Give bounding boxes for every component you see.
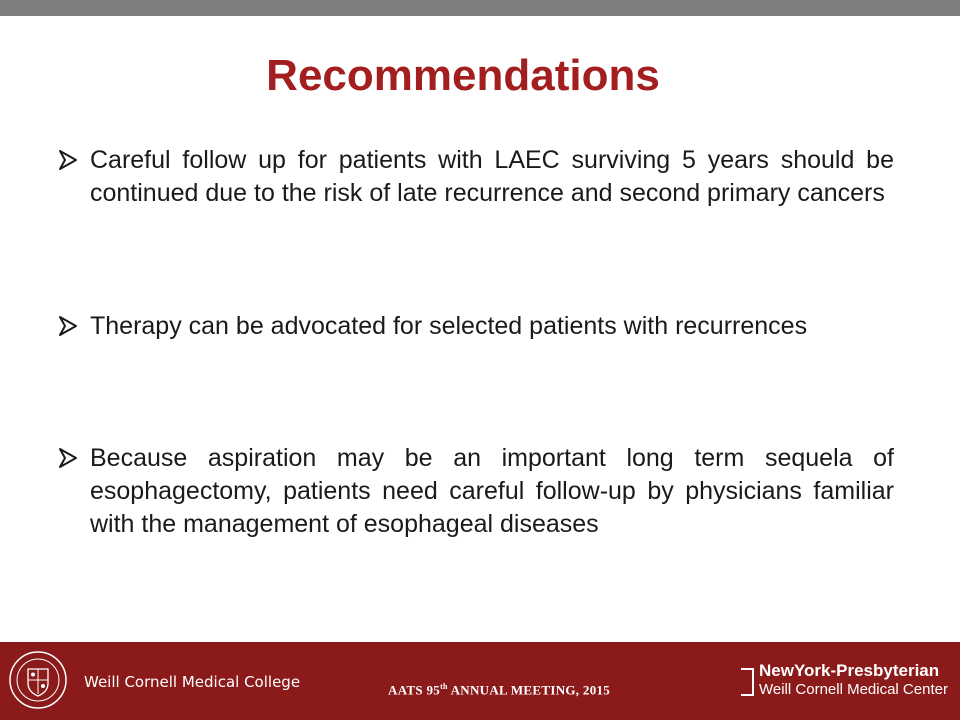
arrow-bullet-icon [58, 447, 78, 469]
bullet-text: Careful follow up for patients with LAEC surviving 5 years should be continued due to the risk of late recurrence and second primary cancers [90, 146, 894, 207]
bullet-item [58, 144, 894, 210]
college-name: Weill Cornell Medical College [84, 673, 301, 691]
arrow-bullet-icon [58, 315, 78, 337]
cornell-seal-icon [8, 650, 68, 710]
bullet-item [58, 310, 894, 343]
bullet-text: Therapy can be advocated for selected patients with recurrences [90, 312, 808, 340]
top-bar [0, 0, 960, 16]
nyp-logo-icon [739, 667, 755, 697]
hospital-subtitle: Weill Cornell Medical Center [759, 681, 948, 698]
arrow-bullet-icon [58, 149, 78, 171]
meeting-label: AATS 95th ANNUAL MEETING, 2015 [388, 682, 611, 698]
footer-bar [0, 642, 960, 720]
hospital-name: NewYork-Presbyterian [759, 661, 940, 680]
bullet-text: Because aspiration may be an important long term sequela of esophagectomy, patients need careful follow-up by physicians familiar with the management of esophageal diseases [90, 444, 894, 538]
slide-title: Recommendations [266, 51, 660, 100]
bullet-item [58, 442, 894, 541]
